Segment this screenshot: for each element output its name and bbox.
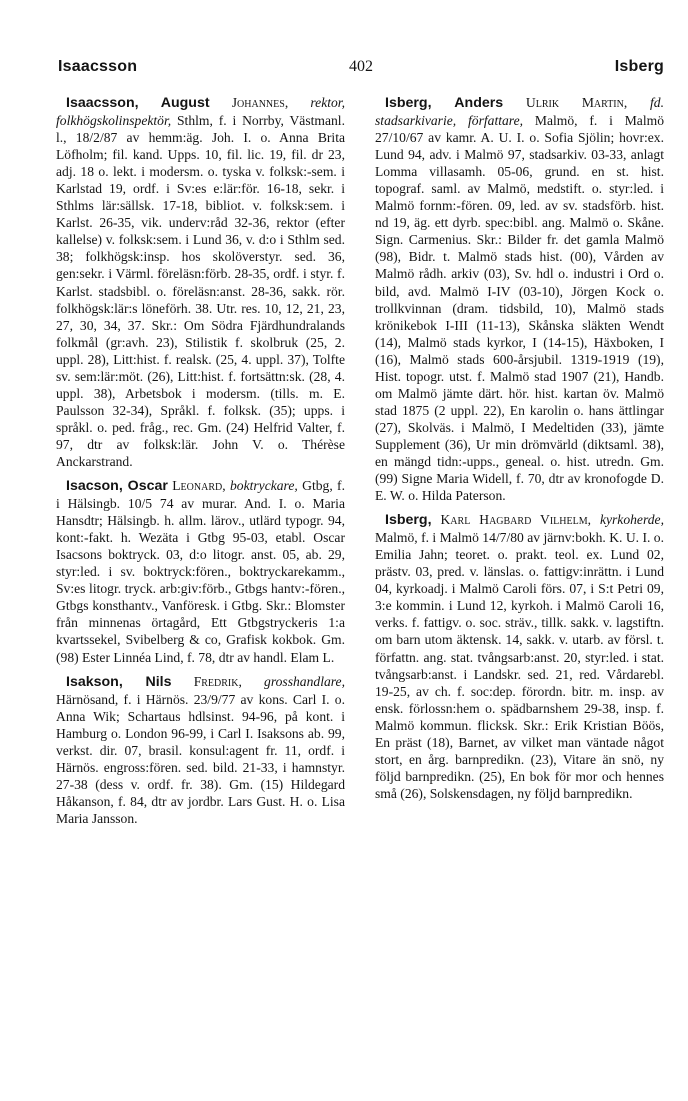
- header-left-guideword: Isaacsson: [58, 58, 138, 75]
- entry-body: Malmö, f. i Malmö 14/7/80 av järnv:bokh. K. U. I. o. Emilia Jahn; teoret. o. prakt. teol. ex. Lund 02, prästv. 03, pred. v. länslas. o. fattigv:inrättn. i Lund 04, kyrkoadj. i Malmö Caroli förs. 07, i S:t Petri 09, 3:e kommin. i Lund 12, kyrkoh. i Malmö Caroli 16, verks. f. fattigv. o. soc. sträv., tillk. sakk. v. lagstiftn. om barn utom äktensk. 14, sakk. v. utarb. av försl. t. författn. ang. stat. tvångsarb:anst. 20, styr:led. i stat. tvångsarb:anst. i Landskr. sed. 21, red. Vårdarebl. 19-25, av ch. f. soc:dep. förordn. bitr. m. insp. av ensk. förlossn:hem o. spädbarnshem 29-38, insp. f. Malmö kommun. flicksk. Skr.: Erik Kristian Böös, En präst (18), Barnet, av vilket man väntade något stort, en årg. barnpredikn. (23), Vitare än snö, ny följd barnpredikn. (25), En bok för mor och hennes små (26), Solskensdagen, ny följd barnpredikn.: [375, 530, 664, 801]
- entry-body: Sthlm, f. i Norrby, Västmanl. l., 18/2/87 av hemm:äg. Joh. I. o. Anna Brita Löfholm; fil. kand. Upps. 10, fil. lic. 19, fil. dr 23, adj. 18 o. lekt. i modersm. o. tyska v. folksk:-sem. i Karlstad 19, ordf. i Sv:es e:lär:för. 16-18, sekr. i Sthlms lär:sällsk. 17-18, bibliot. v. folksk:sem. i Karlst. 26-35, vik. underv:råd 32-36, rektor (efter kallelse) v. folksk:sem. i Lund 36, v. d:o i Sthlm sed. 38; folkhögsk:insp. hos skolöverstyr. sed. 36, gen:sekr. i Värml. föreläsn:förb. 28-35, ordf. i styr. f. Karlst. stadsbibl. o. föreläsn:anst. 28-36, sakk. rör. folkhögsk:lär:s löneförh. 38. Utr. res. 10, 12, 21, 23, 27, 30, 34, 37. Skr.: Om Södra Fjärdhundralands folkmål (gr:avh. 23), Stilistik f. skolbruk (25, 2. uppl. 28), Litt:hist. f. realsk. (25, 4. uppl. 37), Tolfte sv. sem:lär:möt. (26), Litt:hist. f. fortsättn:sk. (28, 4. uppl. 38), Arbetsbok i modersm. (tills. m. E. Paulsson 32-34), Språkl. f. folksk. (35); upps. i språkl. o. ped. fråg., rec. Gm. (24) Helfrid Valter, f. 97, dtr av folksk:lär. John V. o. Thérèse Anckarstrand.: [56, 113, 345, 469]
- entry-given-names: Fredrik,: [193, 673, 242, 689]
- entry-surname: Isaacsson, August: [66, 95, 210, 111]
- entry-body: Malmö, f. i Malmö 27/10/67 av kamr. A. U. I. o. Sofia Sjölin; hovr:ex. Lund 94, adv. i Malmö 97, stadsarkiv. 03-33, anlagt Lomma villasamh. 05-06, grund. en st. hist. topograf. saml. av Malmö, medstift. o. styr:led. i Malmö fornm:-fören. 09, led. av sv. stadsförb. hist. nd 19, äg. ett dyrb. spec:bibl. ang. Malmö o. Skåne. Sign. Carmenius. Skr.: Bilder fr. det gamla Malmö (98), Bidr. t. Malmö stads hist. (00), Vården av Malmö rådh. arkiv (03), Sv. hdl o. industri i Ord o. bild, avd. Malmö I-IV (03-10), Jörgen Kock o. trollkvinnan (dram. tidsbild, 10), Malmö stads krönikebok I-III (11-13), Skånska släkten Wendt (14), Malmö stads kyrkor, I (14-15), Häxboken, I (16), Malmö stads 600-årsjubil. 1319-1919 (19), Hist. topogr. utst. f. Malmö stad 1907 (21), Handb. om Malmö jämte därt. hör. hist. kartan öv. Malmö stad 1875 (2 uppl. 22), En karolin o. hans ättlingar (27), Skolväs. i Malmö, I Medeltiden (33), jämte Supplement (36), Ur min drömvärld (diktsaml. 38), en mängd tidn:-upps., geneal. o. hist. utredn. Gm. (99) Signe Maria Widell, f. 70, dtr av kronofogde D. E. W. o. Hilda Paterson.: [375, 113, 664, 504]
- entry-occupation: rektor, folkhögskolinspektör,: [56, 95, 345, 129]
- left-column: [56, 94, 345, 834]
- entry-body: Härnösand, f. i Härnös. 23/9/77 av kons. Carl I. o. Anna Wik; Schartaus hdlsinst. 94-96, på kont. i Hamburg o. London 96-99, i Carl I. Isaksons ab. 99, verkst. dir. 07, brasil. konsul:agent fr. 11, ordf. i Härnös. engross:fören. sed. bild. 21-33, i hamnstyr. 27-38 (dess v. ordf. fr. 38). Gm. (15) Hildegard Håkanson, f. 84, dtr av jordbr. Lars Gust. H. o. Lisa Maria Jansson.: [56, 691, 345, 826]
- entry-occupation: fd. stadsarkivarie, författare,: [375, 95, 664, 129]
- entry-body: Gtbg, f. i Hälsingb. 10/5 74 av murar. And. I. o. Maria Hansdtr; Hälsingb. h. allm. lärov., utlärd typogr. 94, kont:-fakt. h. Wezäta i Gtbg 95-03, etabl. Oscar Isacsons boktryck. 03, d:o litogr. anst. 05, ab. 29, styr:led. i sv. boktryck:fören., boktryckarekamm., Sv:es litogr. tryck. arb:giv:förb., Gtbgs hantv:-fören., Gtbgs konsthantv., Vanföresk. i Gtbg. Skr.: Blomster från minnenas örtagård, Ett Gtbgstryckeris 1:a kvartssekel, Svibelberg & co, Grafisk kokbok. Gm. (98) Ester Linnéa Lind, f. 78, dtr av handl. Elam L.: [56, 478, 345, 665]
- biography-entry: [375, 94, 664, 504]
- entry-given-names: Ulrik Martin,: [525, 95, 628, 110]
- entry-surname: Isacson, Oscar: [66, 478, 168, 495]
- running-header: [58, 58, 664, 80]
- biography-entry: [375, 511, 664, 802]
- biography-entry: [56, 477, 345, 666]
- entry-surname: Isberg, Anders: [385, 95, 504, 111]
- entry-given-names: Karl Hagbard Vilhelm,: [440, 512, 591, 528]
- entry-occupation: boktryckare,: [229, 478, 298, 494]
- biography-entry: [56, 94, 345, 470]
- page-number: 402: [349, 58, 373, 75]
- entry-given-names: Leonard,: [172, 478, 226, 494]
- biography-entry: [56, 673, 345, 827]
- entry-given-names: Johannes,: [231, 95, 289, 110]
- right-column: [375, 94, 664, 809]
- header-right-guideword: Isberg: [614, 58, 664, 75]
- entry-occupation: grosshandlare,: [264, 673, 345, 689]
- entry-surname: Isberg,: [385, 512, 432, 529]
- entry-occupation: kyrkoherde,: [599, 512, 664, 528]
- entry-surname: Isakson, Nils: [66, 673, 172, 690]
